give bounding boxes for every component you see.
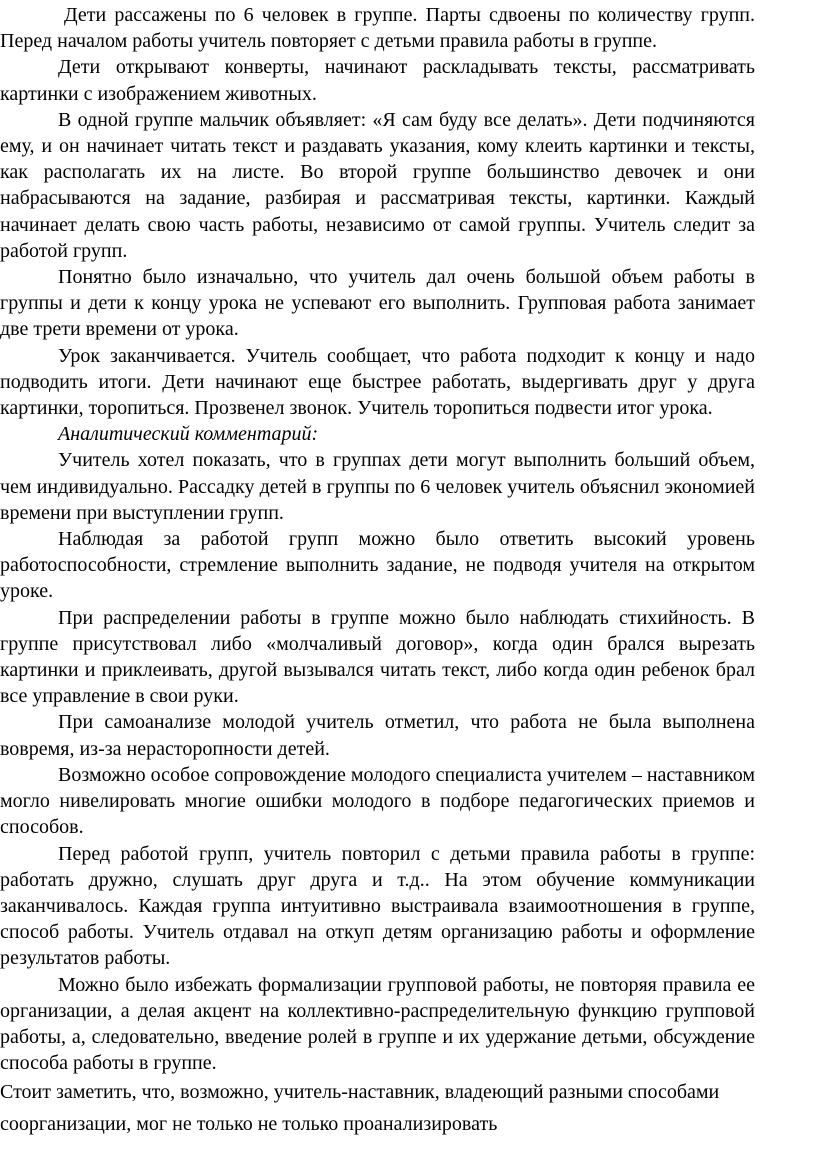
paragraph-groups-behavior: В одной группе мальчик объявляет: «Я сам буду все делать». Дети подчиняются ему, и он начинает читать текст и раздавать указания, кому клеить картинки и тексты, как располагать их на листе. Во второй группе большинство девочек и они набрасываются на задание, разбирая и рассматривая тексты, картинки. Каждый начинает делать свою часть работы, независимо от самой группы. Учитель следит за работой групп. bbox=[0, 108, 755, 262]
paragraph-distribution: При распределении работы в группе можно было наблюдать стихийность. В группе присутствовал либо «молчаливый договор», когда один брался вырезать картинки и приклеивать, другой вызывался читать текст, либо когда один ребенок брал все управление в свои руки. bbox=[0, 606, 755, 708]
paragraph-formalization: Можно было избежать формализации групповой работы, не повторяя правила ее организации, а делая акцент на коллективно-распределительную функцию групповой работы, а, следовательно, введение ролей в группе и их удержание детьми, обсуждение способа работы в группе. bbox=[0, 973, 755, 1075]
paragraph-observation: Наблюдая за работой групп можно было ответить высокий уровень работоспособности, стремление выполнить задание, не подводя учителя на открытом уроке. bbox=[0, 528, 755, 603]
paragraph-self-analysis: При самоанализе молодой учитель отметил, что работа не была выполнена вовремя, из-за нерасторопности детей. bbox=[0, 711, 755, 760]
section-heading-analytic-comment: Аналитический комментарий: bbox=[58, 423, 319, 446]
paragraph-seating: Дети рассажены по 6 человек в группе. Парты сдвоены по количеству групп. Перед началом работы учитель повторяет с детьми правила работы в группе. bbox=[0, 4, 755, 53]
paragraph-mentor-support: Возможно особое сопровождение молодого специалиста учителем – наставником могло нивелировать многие ошибки молодого в подборе педагогических приемов и способов. bbox=[0, 763, 755, 839]
paragraph-rules-repeat: Перед работой групп, учитель повторил с детьми правила работы в группе: работать дружно, слушать друг друга и т.д.. На этом обучение коммуникации заканчивалось. Каждая группа интуитивно выстраивала взаимоотношения в группе, способ работы. Учитель отдавал на откуп детям организацию работы и оформление результатов работы. bbox=[0, 842, 755, 970]
paragraph-envelopes: Дети открывают конверты, начинают раскладывать тексты, рассматривать картинки с изображением животных. bbox=[0, 56, 755, 105]
paragraph-teacher-intent: Учитель хотел показать, что в группах дети могут выполнить больший объем, чем индивидуально. Рассадку детей в группы по 6 человек учитель объяснил экономией времени при выступлении групп. bbox=[0, 449, 755, 524]
paragraph-lesson-end: Урок заканчивается. Учитель сообщает, что работа подходит к концу и надо подводить итоги. Дети начинают еще быстрее работать, выдергивать друг у друга картинки, торопиться. Прозвенел звонок. Учитель торопиться подвести итог урока. bbox=[0, 344, 755, 420]
paragraph-final-note: Стоит заметить, что, возможно, учитель-наставник, владеющий разными способами соорганизации, мог не только не только проанализировать bbox=[0, 1081, 720, 1136]
paragraph-workload: Понятно было изначально, что учитель дал очень большой объем работы в группы и дети к концу урока не успевают его выполнить. Групповая работа занимает две трети времени от урока. bbox=[0, 266, 755, 341]
